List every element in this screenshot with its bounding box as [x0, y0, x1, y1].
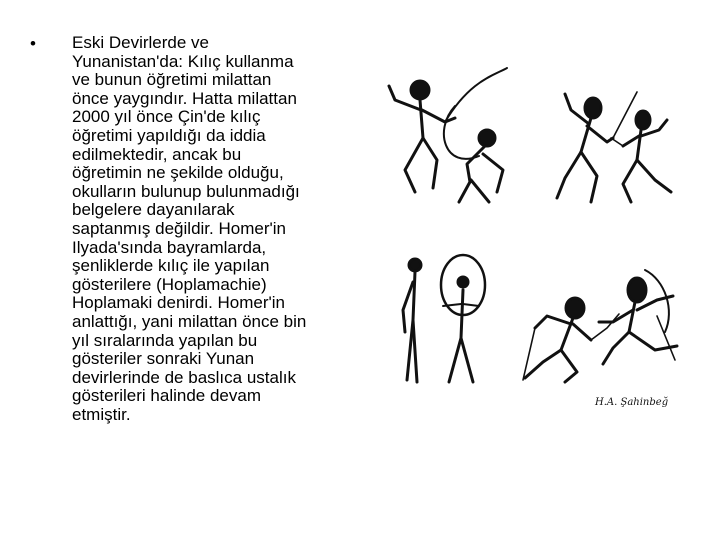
paragraph-text: Eski Devirlerde ve Yunanistan'da: Kılıç kullanma ve bunun öğretimi milattan önce yaygındır. Hatta milattan 2000 yıl önce Çin'de kılıç öğretimi yapıldığı da iddia edilmektedir, ancak bu öğretimin ne şekilde olduğu, okulların bulunup bulunmadığı belgelere dayanılarak saptanmış değildir. Homer'in Ilyada'sında bayramlarda, şenliklerde kılıç ile yapılan gösterilere (Hoplamachie) Hoplamaki denirdi. Homer'in anlattığı, yani milattan önce bin yıl sıralarında yapılan bu gösteriler sonraki Yunan devirlerinde de baslıca ustalık gösterileri halinde devam etmiştir.: [72, 33, 307, 424]
artist-signature: H.A. Şahinbeğ: [595, 397, 669, 408]
bullet-marker: •: [30, 34, 36, 53]
top-right-figures: [557, 92, 671, 202]
fencing-figures-drawing: [375, 60, 690, 425]
bottom-left-figures: [403, 255, 485, 382]
bottom-right-figures: [523, 270, 677, 382]
fencing-illustration: [375, 60, 690, 425]
top-left-figures: [389, 68, 507, 202]
